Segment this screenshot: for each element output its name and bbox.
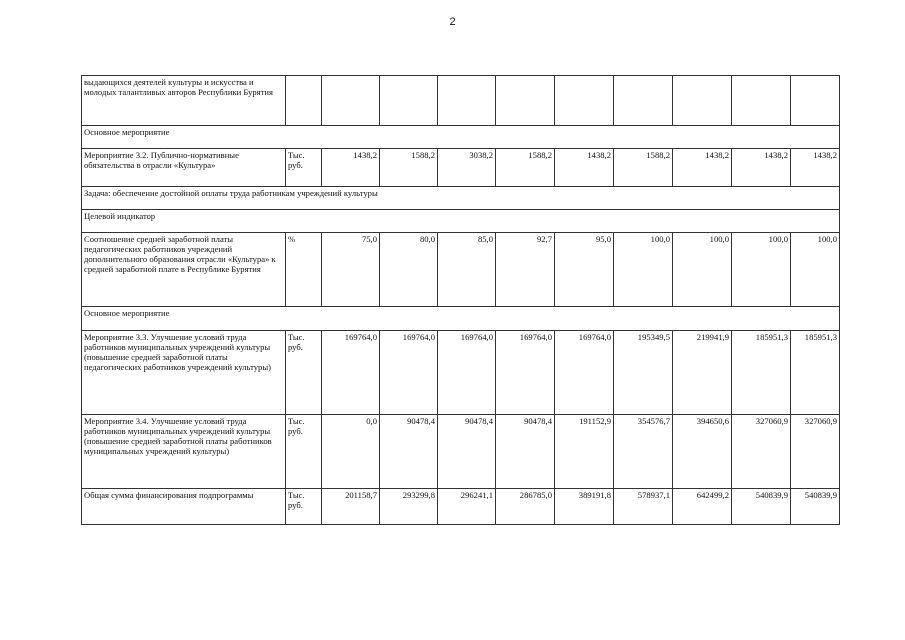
value-cell: 169764,0 <box>438 331 496 415</box>
value-cell: 191152,9 <box>555 415 614 489</box>
value-cell: 286785,0 <box>496 489 555 525</box>
value-cell: 578937,1 <box>614 489 673 525</box>
section-label: Основное мероприятие <box>82 307 840 331</box>
value-cell: 296241,1 <box>438 489 496 525</box>
value-cell: 394650,6 <box>673 415 732 489</box>
value-cell <box>614 76 673 126</box>
row-name-cell: выдающихся деятелей культуры и искусства и молодых талантливых авторов Республики Бурятия <box>82 76 286 126</box>
table-body <box>82 76 840 525</box>
value-cell: 1588,2 <box>380 149 438 187</box>
value-cell: 642499,2 <box>673 489 732 525</box>
unit-cell: Тыс. руб. <box>286 489 322 525</box>
row-name-cell: Мероприятие 3.4. Улучшение условий труда работников муниципальных учреждений культуры (повышение средней заработной платы работников муниципальных учреждений культуры) <box>82 415 286 489</box>
value-cell: 75,0 <box>322 233 380 307</box>
value-cell: 169764,0 <box>380 331 438 415</box>
value-cell: 95,0 <box>555 233 614 307</box>
value-cell: 92,7 <box>496 233 555 307</box>
value-cell: 90478,4 <box>380 415 438 489</box>
table-row <box>82 76 840 126</box>
value-cell: 1438,2 <box>791 149 840 187</box>
value-cell <box>380 76 438 126</box>
table-row <box>82 233 840 307</box>
section-row <box>82 126 840 149</box>
unit-cell: % <box>286 233 322 307</box>
section-row <box>82 307 840 331</box>
value-cell: 540839,9 <box>732 489 791 525</box>
value-cell: 100,0 <box>614 233 673 307</box>
value-cell: 85,0 <box>438 233 496 307</box>
unit-cell: Тыс. руб. <box>286 331 322 415</box>
row-name-cell: Общая сумма финансирования подпрограммы <box>82 489 286 525</box>
value-cell: 100,0 <box>791 233 840 307</box>
unit-cell: Тыс. руб. <box>286 149 322 187</box>
value-cell: 0,0 <box>322 415 380 489</box>
section-row <box>82 187 840 210</box>
value-cell <box>791 76 840 126</box>
value-cell: 201158,7 <box>322 489 380 525</box>
table-row <box>82 415 840 489</box>
value-cell <box>322 76 380 126</box>
unit-cell: Тыс. руб. <box>286 415 322 489</box>
value-cell: 1438,2 <box>555 149 614 187</box>
value-cell: 80,0 <box>380 233 438 307</box>
value-cell: 169764,0 <box>496 331 555 415</box>
value-cell: 1438,2 <box>732 149 791 187</box>
value-cell: 185951,3 <box>791 331 840 415</box>
page-number: 2 <box>449 16 456 28</box>
value-cell: 327060,9 <box>732 415 791 489</box>
row-name-cell: Мероприятие 3.3. Улучшение условий труда работников муниципальных учреждений культуры (повышение средней заработной платы педагогических работников учреждений культуры) <box>82 331 286 415</box>
table-row <box>82 149 840 187</box>
value-cell <box>555 76 614 126</box>
value-cell: 100,0 <box>673 233 732 307</box>
section-label: Основное мероприятие <box>82 126 840 149</box>
value-cell: 1588,2 <box>496 149 555 187</box>
value-cell: 90478,4 <box>438 415 496 489</box>
value-cell: 3038,2 <box>438 149 496 187</box>
value-cell: 327060,9 <box>791 415 840 489</box>
value-cell: 100,0 <box>732 233 791 307</box>
value-cell: 169764,0 <box>322 331 380 415</box>
table-row <box>82 331 840 415</box>
table-row <box>82 489 840 525</box>
value-cell: 389191,8 <box>555 489 614 525</box>
section-label: Задача: обеспечение достойной оплаты труда работникам учреждений культуры <box>82 187 840 210</box>
section-label: Целевой индикатор <box>82 210 840 233</box>
value-cell: 185951,3 <box>732 331 791 415</box>
value-cell: 219941,9 <box>673 331 732 415</box>
value-cell: 169764,0 <box>555 331 614 415</box>
row-name-cell: Соотношение средней заработной платы педагогических работников учреждений дополнительного образования отрасли «Культура» к средней заработной плате в Республике Бурятия <box>82 233 286 307</box>
value-cell <box>496 76 555 126</box>
row-name-cell: Мероприятие 3.2. Публично-нормативные обязательства в отрасли «Культура» <box>82 149 286 187</box>
value-cell: 90478,4 <box>496 415 555 489</box>
value-cell <box>732 76 791 126</box>
value-cell <box>438 76 496 126</box>
value-cell: 1588,2 <box>614 149 673 187</box>
value-cell: 540839,9 <box>791 489 840 525</box>
value-cell: 195349,5 <box>614 331 673 415</box>
value-cell: 1438,2 <box>673 149 732 187</box>
program-table <box>81 75 840 525</box>
unit-cell <box>286 76 322 126</box>
value-cell: 293299,8 <box>380 489 438 525</box>
section-row <box>82 210 840 233</box>
value-cell <box>673 76 732 126</box>
value-cell: 354576,7 <box>614 415 673 489</box>
value-cell: 1438,2 <box>322 149 380 187</box>
